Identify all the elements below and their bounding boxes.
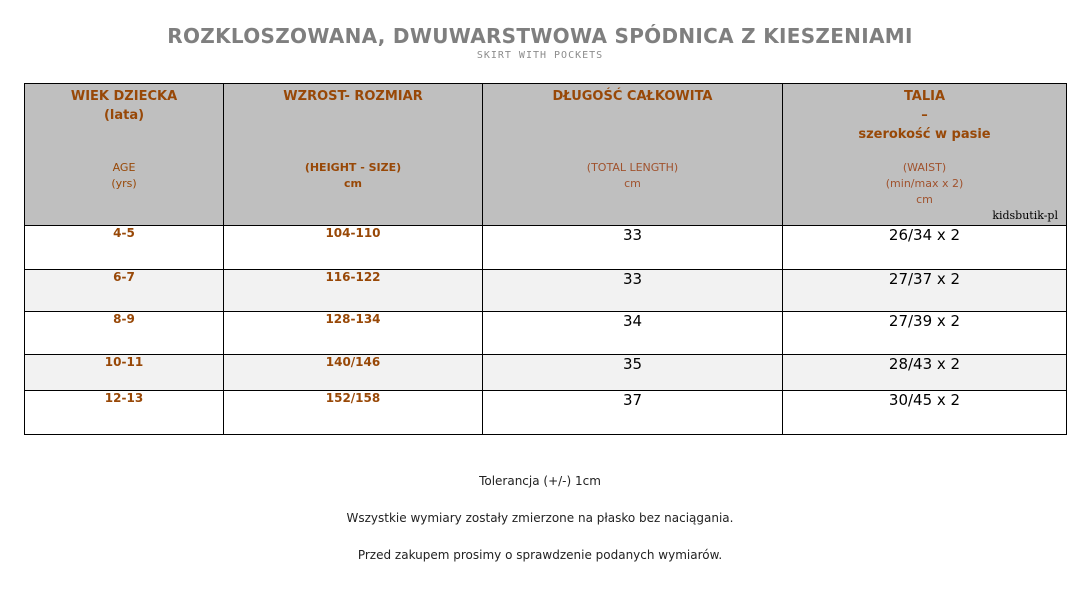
table-row	[25, 391, 1067, 435]
header-waist-title: TALIA – szerokość w pasie	[858, 89, 991, 142]
header-length	[483, 84, 783, 226]
notes	[0, 472, 1080, 583]
cell-size: 104-110	[224, 226, 483, 270]
cell-waist: 26/34 x 2	[783, 226, 1067, 270]
header-waist	[783, 84, 1067, 226]
cell-size: 152/158	[224, 391, 483, 435]
cell-length: 34	[483, 312, 783, 355]
page-title: ROZKLOSZOWANA, DWUWARSTWOWA SPÓDNICA Z KIESZENIAMI	[167, 24, 913, 48]
table-header-row	[25, 84, 1067, 226]
cell-size: 140/146	[224, 355, 483, 391]
note-tolerance: Tolerancja (+/-) 1cm	[479, 474, 601, 488]
cell-size: 128-134	[224, 312, 483, 355]
watermark-text: kidsbutik-pl	[992, 209, 1058, 222]
table-row	[25, 270, 1067, 312]
header-length-sub: (TOTAL LENGTH) cm	[586, 161, 679, 190]
cell-waist: 27/37 x 2	[783, 270, 1067, 312]
cell-age: 6-7	[25, 270, 224, 312]
header-waist-sub: (WAIST) (min/max x 2) cm	[885, 161, 964, 206]
cell-length: 33	[483, 226, 783, 270]
cell-age: 12-13	[25, 391, 224, 435]
cell-length: 35	[483, 355, 783, 391]
header-size-title: WZROST- ROZMIAR	[283, 89, 423, 104]
page-subtitle: SKIRT WITH POCKETS	[476, 50, 604, 61]
cell-waist: 27/39 x 2	[783, 312, 1067, 355]
table-row	[25, 312, 1067, 355]
cell-age: 8-9	[25, 312, 224, 355]
cell-waist: 28/43 x 2	[783, 355, 1067, 391]
cell-waist: 30/45 x 2	[783, 391, 1067, 435]
cell-size: 116-122	[224, 270, 483, 312]
cell-age: 4-5	[25, 226, 224, 270]
table-row	[25, 226, 1067, 270]
cell-age: 10-11	[25, 355, 224, 391]
header-age	[25, 84, 224, 226]
size-table	[24, 83, 1067, 435]
header-age-title: WIEK DZIECKA (lata)	[70, 89, 178, 123]
header-age-sub: AGE (yrs)	[111, 161, 137, 190]
note-measured-flat: Wszystkie wymiary zostały zmierzone na płasko bez naciągania.	[346, 511, 734, 525]
header-size-sub: (HEIGHT - SIZE) cm	[304, 161, 402, 190]
note-check-before-purchase: Przed zakupem prosimy o sprawdzenie podanych wymiarów.	[357, 548, 723, 562]
cell-length: 37	[483, 391, 783, 435]
header-length-title: DŁUGOŚĆ CAŁKOWITA	[552, 89, 713, 104]
header-size	[224, 84, 483, 226]
cell-length: 33	[483, 270, 783, 312]
table-row	[25, 355, 1067, 391]
